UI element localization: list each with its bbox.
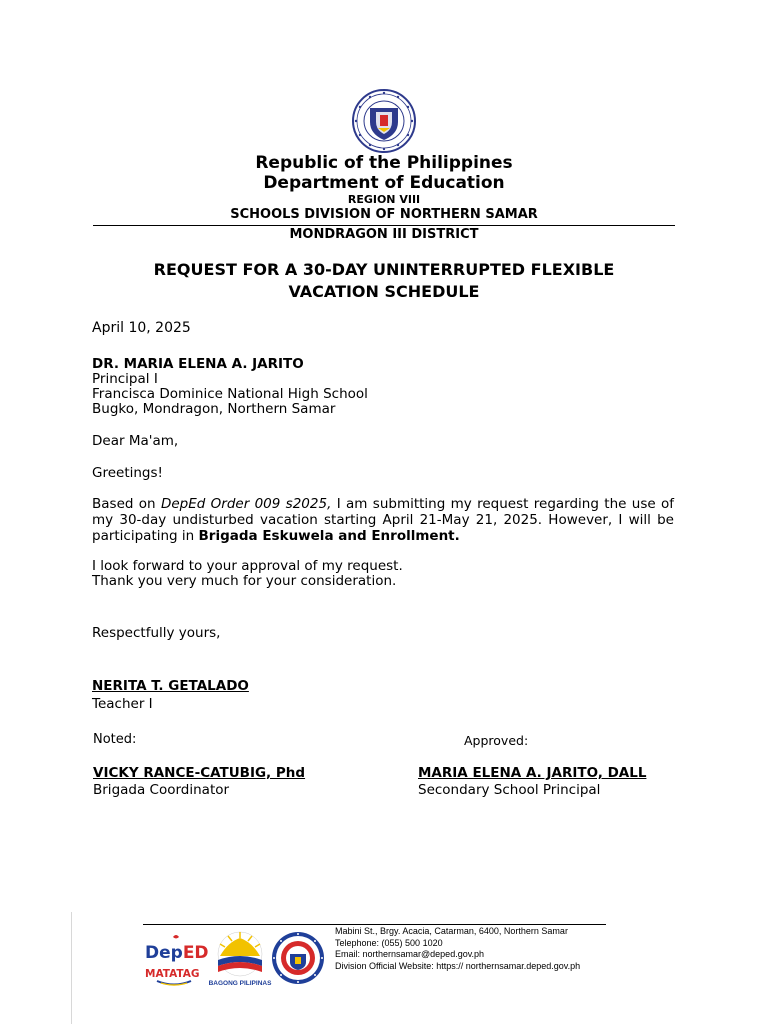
body-text-1: Based on xyxy=(92,496,161,512)
bagong-pilipinas-label: BAGONG PILIPINAS xyxy=(208,980,272,987)
closing-paragraph xyxy=(92,559,403,589)
page-edge-line xyxy=(71,912,72,1024)
noted-signature-block xyxy=(93,766,305,798)
title-line-2: VACATION SCHEDULE xyxy=(288,282,480,301)
footer-email[interactable]: Email: northernsamar@deped.gov.ph xyxy=(335,949,485,960)
recipient-address: Bugko, Mondragon, Northern Samar xyxy=(92,401,336,417)
recipient-position: Principal I xyxy=(92,371,158,387)
department-heading: Department of Education xyxy=(263,173,505,193)
noted-name: VICKY RANCE-CATUBIG, Phd xyxy=(93,765,306,781)
noted-label: Noted: xyxy=(93,732,137,747)
approved-position: Secondary School Principal xyxy=(418,782,601,798)
footer-address: Mabini St., Brgy. Acacia, Catarman, 6400, Northern Samar xyxy=(335,926,568,936)
greeting: Greetings! xyxy=(92,465,163,481)
body-text-2: I am submitting my request regarding the use of my 30-day undisturbed vacation starting April 21-May 21, 2025. However, I will be participating in xyxy=(92,496,675,544)
letter-date: April 10, 2025 xyxy=(92,320,191,336)
header-divider xyxy=(93,225,675,226)
sender-position: Teacher I xyxy=(92,696,153,712)
approved-name: MARIA ELENA A. JARITO, DALL xyxy=(418,765,647,781)
district-heading: MONDRAGON III DISTRICT xyxy=(289,227,479,242)
division-heading: SCHOOLS DIVISION OF NORTHERN SAMAR xyxy=(230,207,538,222)
bagong-pilipinas-logo xyxy=(208,928,272,988)
salutation: Dear Ma'am, xyxy=(92,433,179,449)
complimentary-close: Respectfully yours, xyxy=(92,625,221,641)
footer-contact-info xyxy=(335,926,580,972)
republic-heading: Republic of the Philippines xyxy=(255,153,513,173)
deped-seal-logo xyxy=(349,88,419,154)
deped-order-reference: DepEd Order 009 s2025, xyxy=(160,496,332,512)
region-heading: REGION VIII xyxy=(347,193,421,206)
approved-signature-block xyxy=(418,766,646,798)
deped-matatag-logo xyxy=(143,933,209,987)
sender-signature-block xyxy=(92,679,249,712)
document-title xyxy=(0,259,768,303)
svg-text:MATATAG: MATATAG xyxy=(145,968,200,980)
sender-name: NERITA T. GETALADO xyxy=(92,678,249,694)
closing-line-2: Thank you very much for your consideration. xyxy=(92,573,397,589)
division-seal-logo xyxy=(270,930,326,986)
footer-website[interactable]: Division Official Website: https:// northernsamar.deped.gov.ph xyxy=(335,960,581,971)
approved-label: Approved: xyxy=(464,733,529,748)
svg-text:DepED: DepED xyxy=(145,943,209,963)
title-line-1: REQUEST FOR A 30-DAY UNINTERRUPTED FLEXIBLE xyxy=(153,260,615,279)
footer-divider xyxy=(143,924,606,925)
body-paragraph xyxy=(92,496,674,544)
recipient-block xyxy=(92,357,368,417)
recipient-school: Francisca Dominice National High School xyxy=(92,386,368,402)
recipient-name: DR. MARIA ELENA A. JARITO xyxy=(92,356,304,372)
body-emphasis: Brigada Eskuwela and Enrollment. xyxy=(198,528,460,544)
closing-line-1: I look forward to your approval of my request. xyxy=(92,558,403,574)
noted-position: Brigada Coordinator xyxy=(93,782,230,798)
footer-telephone: Telephone: (055) 500 1020 xyxy=(335,937,443,948)
